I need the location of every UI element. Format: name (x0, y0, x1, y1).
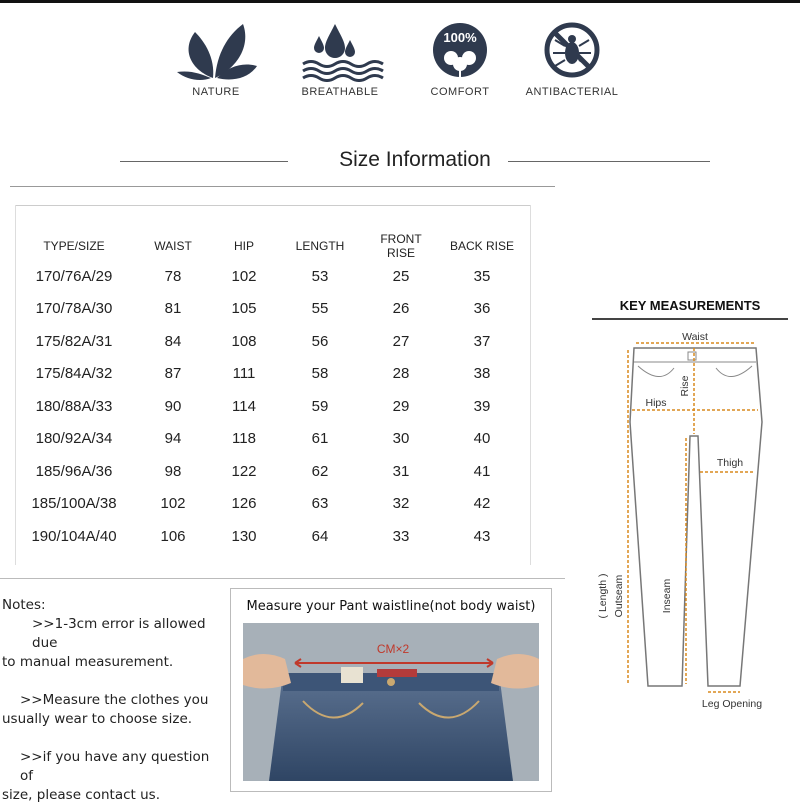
no-bug-icon (527, 20, 617, 82)
size-table-cell: 40 (473, 430, 491, 448)
size-table-row (30, 358, 542, 391)
size-table-cell: 42 (473, 495, 491, 513)
size-table-cell: 105 (231, 300, 257, 318)
size-table-cell: 31 (392, 462, 410, 480)
notes-heading: Notes: (2, 597, 46, 613)
size-table-cell: 81 (164, 300, 182, 318)
size-table-cell: 87 (164, 365, 182, 383)
size-table-cell: 185/100A/38 (31, 495, 117, 513)
size-table-row (30, 325, 542, 358)
cotton-badge-text: 100% (443, 30, 477, 45)
size-table-cell: 27 (392, 332, 410, 350)
size-table-cell: 180/88A/33 (35, 397, 113, 415)
size-table-cell: 33 (392, 527, 410, 545)
size-table-cell: 53 (311, 267, 329, 285)
size-table-cell: 58 (311, 365, 329, 383)
col-header: FRONT RISE (380, 232, 422, 260)
size-table-cell: 55 (311, 300, 329, 318)
note-line: >>1-3cm error is allowed due (32, 616, 206, 651)
col-header: LENGTH (295, 239, 345, 253)
key-measurements-rule (592, 318, 788, 320)
size-table-row (30, 390, 542, 423)
feature-breathable (280, 20, 400, 98)
feature-antibacterial (512, 20, 632, 98)
label-thigh: Thigh (716, 457, 744, 469)
jeans-diagram (590, 326, 796, 716)
note-line: to manual measurement. (2, 654, 174, 670)
col-header: WAIST (154, 239, 192, 253)
feature-label-antibacterial: ANTIBACTERIAL (525, 86, 619, 98)
size-table-cell: 84 (164, 332, 182, 350)
measure-waistline-panel (230, 588, 552, 792)
water-drops-waves-icon (295, 20, 385, 82)
label-rise: Rise (679, 375, 691, 397)
size-table-cell: 32 (392, 495, 410, 513)
size-table-cell: 122 (231, 462, 257, 480)
size-table-row (30, 455, 542, 488)
size-table-cell: 130 (231, 527, 257, 545)
size-table-body (30, 260, 542, 553)
size-table-header-row (30, 232, 542, 260)
size-table-cell: 29 (392, 397, 410, 415)
size-table-cell: 25 (392, 267, 410, 285)
size-table-cell: 170/78A/30 (35, 300, 113, 318)
size-table-cell: 90 (164, 397, 182, 415)
size-table-cell: 170/76A/29 (35, 267, 113, 285)
header-divider (10, 186, 555, 187)
col-header: TYPE/SIZE (43, 239, 105, 253)
label-outseam: Outseam (613, 574, 625, 618)
size-table-cell: 94 (164, 430, 182, 448)
size-table-cell: 36 (473, 300, 491, 318)
size-table-cell: 63 (311, 495, 329, 513)
size-table-cell: 102 (160, 495, 186, 513)
label-hips: Hips (645, 397, 667, 409)
notes-section (2, 596, 222, 805)
size-table-cell: 62 (311, 462, 329, 480)
size-table-cell: 41 (473, 462, 491, 480)
feature-label-breathable: BREATHABLE (301, 86, 379, 98)
feature-label-comfort: COMFORT (430, 86, 490, 98)
size-table-cell: 118 (232, 430, 256, 448)
size-table-cell: 114 (232, 397, 256, 415)
size-table-cell: 126 (231, 495, 257, 513)
note-line: >>if you have any question of (20, 749, 210, 784)
tape-label: CM×2 (376, 642, 410, 656)
measure-panel-title: Measure your Pant waistline(not body waist) (246, 599, 536, 614)
size-table-cell: 180/92A/34 (35, 430, 113, 448)
jeans-waist-photo (243, 623, 539, 781)
size-table-cell: 59 (311, 397, 329, 415)
note-line: size, please contact us. (2, 787, 160, 803)
label-inseam: Inseam (661, 578, 673, 614)
size-table-cell: 28 (392, 365, 410, 383)
size-table-cell: 190/104A/40 (31, 527, 117, 545)
size-info-header (120, 148, 710, 178)
size-table-row (30, 293, 542, 326)
table-top-border (15, 205, 530, 206)
note-line: >>Measure the clothes you (20, 692, 209, 708)
feature-nature (156, 20, 276, 98)
size-table-cell: 38 (473, 365, 491, 383)
size-table-cell: 64 (311, 527, 329, 545)
size-table-cell: 102 (231, 267, 257, 285)
size-table-cell: 26 (392, 300, 410, 318)
size-table-row (30, 488, 542, 521)
size-table-cell: 175/82A/31 (35, 332, 113, 350)
label-leg-opening: Leg Opening (701, 698, 763, 710)
top-border-line (0, 0, 800, 3)
size-table-cell: 185/96A/36 (35, 462, 113, 480)
table-bottom-border (0, 578, 565, 579)
size-table-cell: 78 (164, 267, 182, 285)
leaves-icon (171, 20, 261, 82)
size-info-title: Size Information (339, 148, 491, 171)
size-table (30, 232, 542, 553)
size-table-cell: 39 (473, 397, 491, 415)
size-table-cell: 111 (232, 365, 256, 383)
label-length: ( Length ) (597, 573, 609, 619)
size-table-cell: 56 (311, 332, 329, 350)
feature-comfort (400, 20, 520, 98)
table-left-border (15, 205, 16, 565)
size-table-cell: 61 (311, 430, 329, 448)
label-waist: Waist (682, 331, 708, 343)
key-measurements-title: KEY MEASUREMENTS (619, 298, 761, 313)
size-table-cell: 98 (164, 462, 182, 480)
size-table-row (30, 423, 542, 456)
size-table-cell: 43 (473, 527, 491, 545)
size-table-cell: 30 (392, 430, 410, 448)
feature-label-nature: NATURE (192, 86, 240, 98)
col-header: HIP (233, 239, 254, 253)
size-table-cell: 108 (231, 332, 257, 350)
size-table-row (30, 260, 542, 293)
size-table-cell: 175/84A/32 (35, 365, 113, 383)
size-table-row (30, 520, 542, 553)
size-table-cell: 35 (473, 267, 491, 285)
note-line: usually wear to choose size. (2, 711, 193, 727)
size-table-cell: 37 (473, 332, 491, 350)
col-header: BACK RISE (449, 239, 515, 253)
cotton-100-icon (415, 20, 505, 82)
size-table-cell: 106 (160, 527, 186, 545)
